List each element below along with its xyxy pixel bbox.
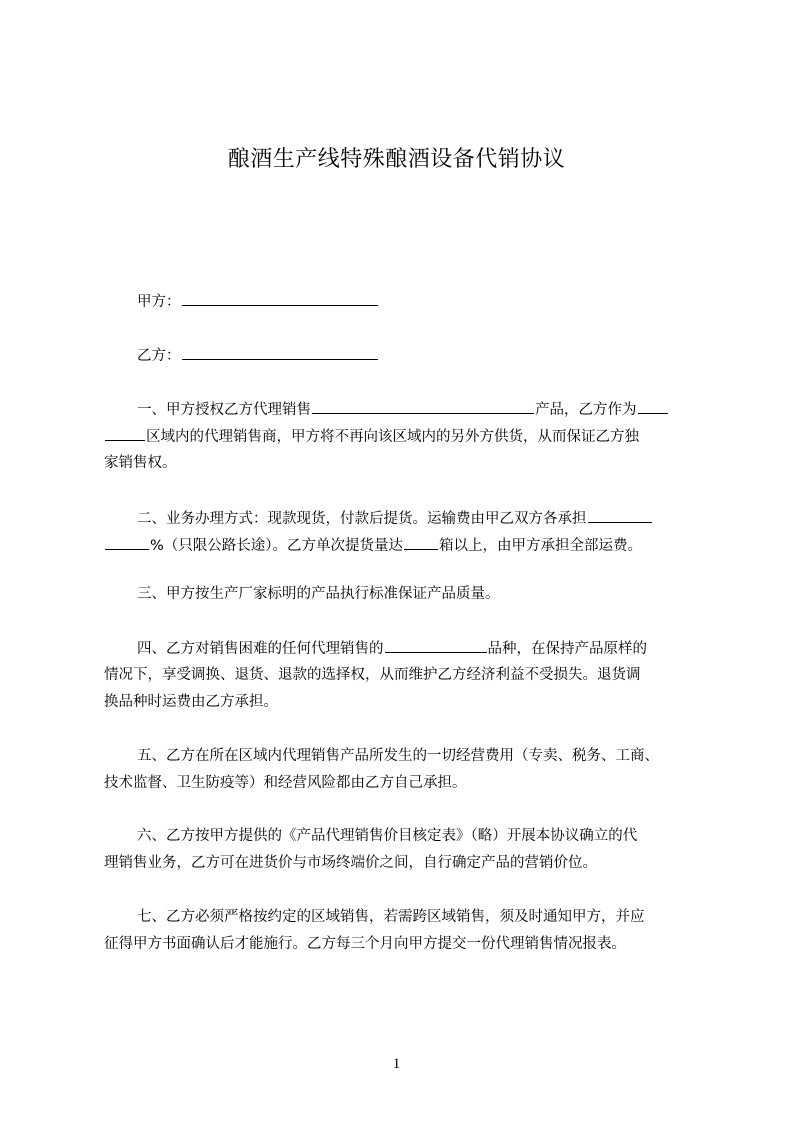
clause-1-line-1 xyxy=(137,399,737,420)
clause-4-line-3: 换品种时运费由乙方承担。 xyxy=(104,694,278,710)
clause-5-line-2: 技术监督、卫生防疫等）和经营风险都由乙方自己承担。 xyxy=(104,775,467,791)
freight-blank-b xyxy=(105,535,149,550)
clause-7-line-1: 七、乙方必须严格按约定的区域销售，若需跨区域销售，须及时通知甲方，并应 xyxy=(137,909,645,925)
clause-4-text-b: 品种，在保持产品原样的 xyxy=(487,641,647,657)
clause-2-text-a: 二、业务办理方式：现款现货，付款后提货。运输费由甲乙双方各承担 xyxy=(137,511,587,527)
party-a-blank xyxy=(182,291,378,306)
variety-blank xyxy=(385,638,487,653)
clause-6-line-1: 六、乙方按甲方提供的《产品代理销售价目核定表》（略）开展本协议确立的代 xyxy=(137,828,638,844)
clause-4-line-2: 情况下，享受调换、退货、退款的选择权，从而维护乙方经济利益不受损失。退货调 xyxy=(104,667,641,683)
clause-2-text-c: 箱以上，由甲方承担全部运费。 xyxy=(439,538,643,554)
clause-2-line-1 xyxy=(137,508,737,529)
clause-1-line-3: 家销售权。 xyxy=(104,455,177,471)
party-a-label: 甲方： xyxy=(137,294,181,310)
boxes-blank xyxy=(404,535,438,550)
clause-7-line-2: 征得甲方书面确认后才能施行。乙方每三个月向甲方提交一份代理销售情况报表。 xyxy=(104,936,626,952)
party-b-label: 乙方： xyxy=(137,348,181,364)
clause-1-text-c: 区域内的代理销售商，甲方将不再向该区域内的另外方供货，从而保证乙方独 xyxy=(146,429,639,445)
clause-2-line-2 xyxy=(104,535,704,556)
clause-5-line-1: 五、乙方在所在区域内代理销售产品所发生的一切经营费用（专卖、税务、工商、 xyxy=(137,748,659,764)
clause-2-text-b: %（只限公路长途）。乙方单次提货量达 xyxy=(150,538,404,554)
clause-6-line-2: 理销售业务，乙方可在进货价与市场终端价之间，自行确定产品的营销价位。 xyxy=(104,855,597,871)
freight-blank-a xyxy=(588,508,652,523)
clause-1-text-b: 产品，乙方作为 xyxy=(535,402,637,418)
clause-1-text-a: 一、甲方授权乙方代理销售 xyxy=(137,402,311,418)
party-b-blank xyxy=(182,345,378,360)
clause-1-line-2 xyxy=(104,426,704,447)
product-blank xyxy=(312,399,534,414)
region-blank-b xyxy=(105,426,145,441)
clause-3-line-1: 三、甲方按生产厂家标明的产品执行标准保证产品质量。 xyxy=(137,586,500,602)
party-b-line xyxy=(137,345,737,366)
clause-4-line-1 xyxy=(137,638,737,659)
clause-4-text-a: 四、乙方对销售困难的任何代理销售的 xyxy=(137,641,384,657)
party-a-line xyxy=(137,291,737,312)
region-blank-a xyxy=(638,399,668,414)
document-title: 酿酒生产线特殊酿酒设备代销协议 xyxy=(227,147,566,172)
page-number: 1 xyxy=(392,1056,401,1072)
